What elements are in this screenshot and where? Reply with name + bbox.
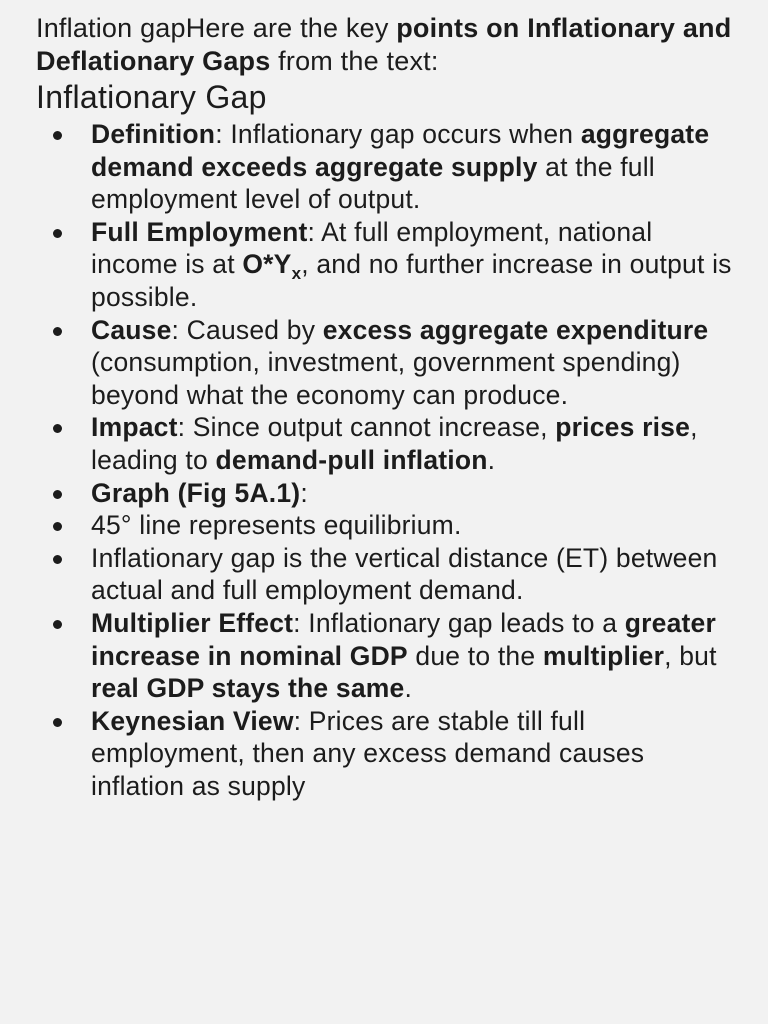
item-text: due to the [407,640,543,671]
intro-bold: points on Inflationary and Deflationary Gaps [36,13,732,76]
bullet-icon [53,718,62,727]
item-text: Inflationary gap is the vertical distance (ET) between actual and full employment demand. [91,542,718,606]
bullet-icon [53,620,62,629]
list-item-45-line [36,509,732,542]
bullet-list [36,118,732,802]
intro-text: Inflation gapHere are the key [36,13,397,43]
intro-paragraph [36,12,732,78]
item-subscript: x [291,264,302,284]
list-item-keynesian [36,705,732,803]
intro-text-end: from the text: [270,46,439,76]
item-bold: multiplier [542,640,665,671]
bullet-icon [53,327,62,336]
bullet-icon [53,555,62,564]
item-label: Definition [91,119,216,149]
item-bold: real GDP stays the same [91,673,405,704]
item-bold: demand-pull inflation [215,444,488,475]
bullet-icon [53,131,62,140]
item-text: : Prices are stable till full employment, then any excess demand causes inflation as supply [91,705,645,801]
item-bold: greater increase in nominal GDP [91,607,717,671]
item-label: Impact [91,412,178,443]
list-item-graph [36,477,732,510]
list-item-impact [36,411,732,476]
item-text: (consumption, investment, government spending) beyond what the economy can produce. [91,347,681,410]
bullet-icon [53,229,62,238]
item-text: : [300,477,308,508]
bullet-icon [53,424,62,433]
item-text: : Inflationary gap leads to a [293,607,625,638]
list-item-full-employment [36,216,732,314]
item-label: Full Employment [91,216,308,247]
item-bold: prices rise [555,412,691,443]
list-item-multiplier [36,607,732,705]
item-text: . [487,444,496,475]
list-item-cause [36,314,732,412]
bullet-icon [53,522,62,531]
item-text: , leading to [91,412,698,475]
item-label: Cause [91,314,172,345]
list-item-definition [36,118,732,216]
item-text: : Caused by [171,314,323,345]
item-label: Keynesian View [91,705,294,736]
section-title: Inflationary Gap [36,79,267,115]
item-text: : Since output cannot increase, [177,412,556,443]
item-bold: excess aggregate expenditure [322,314,709,345]
item-bold: aggregate demand exceeds aggregate supply [91,119,710,182]
bullet-icon [53,490,62,499]
item-bold: O*Y [242,249,292,280]
item-text: : Inflationary gap occurs when [215,119,581,149]
item-text: : At full employment, national income is at [91,216,653,280]
item-text: , and no further increase in output is possible. [91,249,732,312]
item-text: . [404,673,413,704]
item-text: at the full employment level of output. [91,151,655,215]
item-label: Multiplier Effect [91,607,294,638]
item-text: , but [664,640,717,671]
list-item-gap-distance [36,542,732,607]
item-label: Graph (Fig 5A.1) [91,477,301,508]
item-text: 45° line represents equilibrium. [91,510,462,541]
